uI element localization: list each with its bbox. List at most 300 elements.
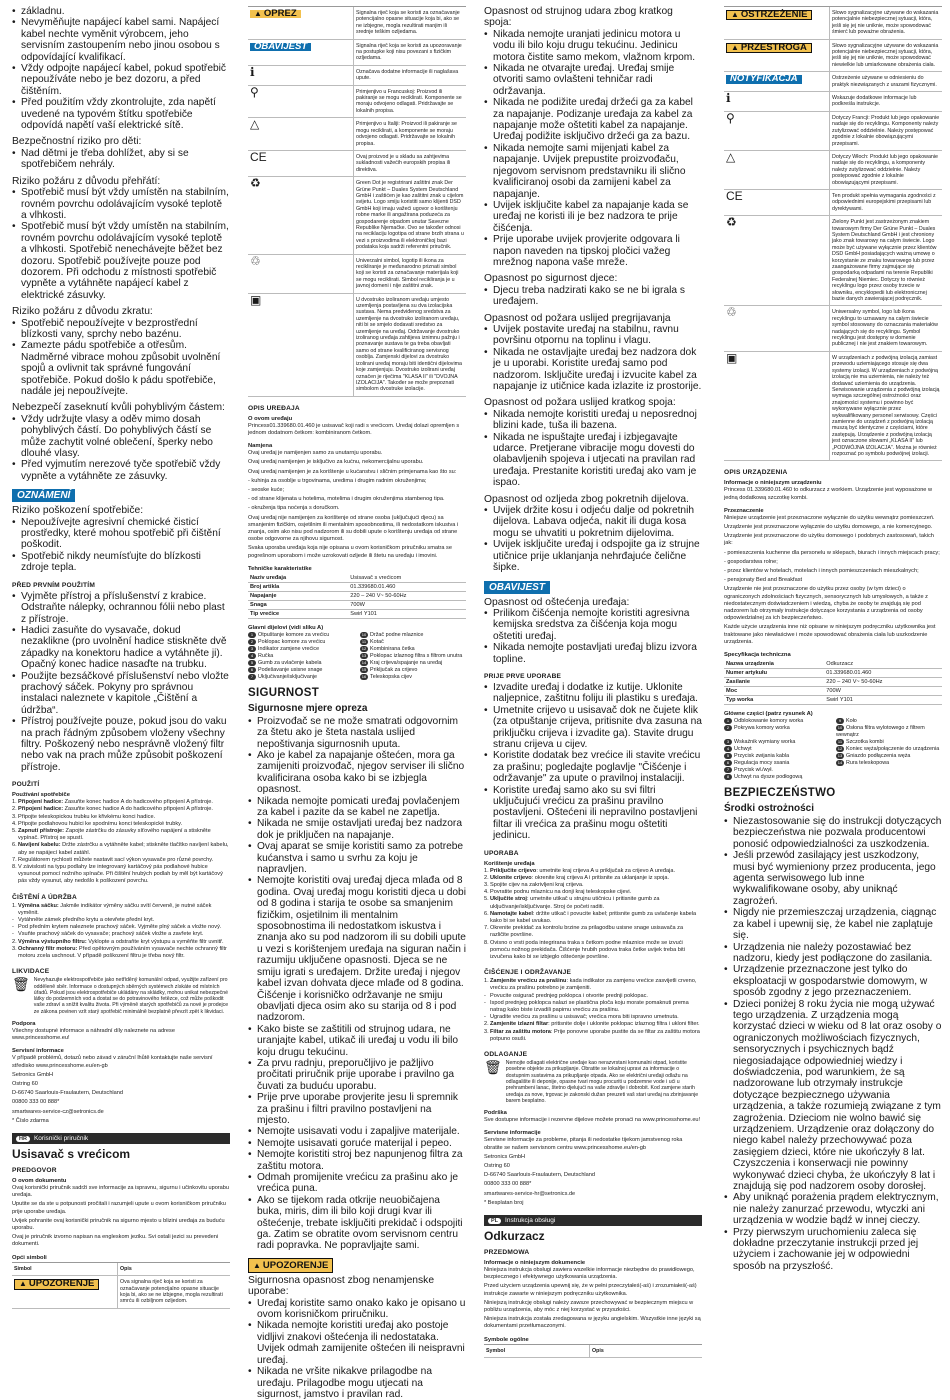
symbol-icon: CE — [250, 149, 267, 164]
part-item — [836, 746, 942, 753]
table-header: Simbol — [12, 1263, 118, 1276]
hr-parts-list — [248, 632, 466, 681]
step-item — [12, 939, 230, 946]
list-item: • Djecu treba nadzirati kako se ne bi igrala s uređajem. — [484, 285, 702, 308]
hr-pred-text — [12, 1185, 230, 1249]
hr-disposal-text: Nemojte odlagati električne uređaje kao nerazvrstani komunalni otpad, koristite posebne objekte za prikupljanje. Obratite se lokalnoj upravi za informacije o dostupnim sustavima za prikupljanje otpada. Ako se električni uređaji odlažu na odlagalište ili deponije, opasne tvari mogu procuriti u podzemne vode i ući u prehrambeni lanac, štetno djelujući na vaše zdravlje i dobrobit. Kod zamjene starih uređaja za nove, trgovac je zakonski dužan preuzeti vaš stari uređaj na zbrinjavanje barem besplatno. — [505, 1060, 699, 1104]
step-text: : Prije ponovne uporabe pustite da se filtar za zaštitu motora potpuno osuši. — [490, 1028, 700, 1042]
table-cell: Signalna riječ koja se koristi za upozoravanje na postupke koji nisu povezani s fizičkim ozljedama. — [354, 40, 466, 66]
part-item — [724, 753, 830, 760]
pl-purpose-title: Przeznaczenie — [724, 507, 764, 514]
column-croatian-polish — [484, 6, 702, 1358]
list-item: • Nikada nemojte uranjati jedinicu motora u vodu ili bilo koju drugu tekućinu. Jedinicu motora čistite samo mekom, vlažnom krpom. — [484, 29, 702, 63]
list-item: • Nikada ne podižite uređaj držeći ga za kabel za napajanje. Podizanje uređaja za kabel za napajanje može oštetiti kabel za napajanje. Uređaj podižite isključivo držeći ga za bazu. — [484, 97, 702, 143]
step-label: Ochranný filtr motoru: — [18, 945, 78, 952]
hr-fire1-title: Opasnost od požara uslijed pregrijavanja — [484, 312, 671, 324]
part-item — [836, 725, 942, 739]
step-number: 8. — [12, 864, 17, 871]
part-item — [360, 646, 466, 653]
tag-label: NOTYFIKACJA — [730, 73, 798, 85]
part-label: Gniazdo podłączenia węża — [846, 753, 911, 760]
step-item — [484, 925, 702, 939]
spec-value: Odkurzacz — [824, 660, 942, 669]
part-item — [836, 760, 942, 767]
part-label: Uchwyt — [734, 746, 752, 753]
part-item — [248, 660, 354, 667]
step-number: 2. — [484, 874, 489, 881]
table-header: Symbol — [484, 1345, 590, 1358]
part-item — [836, 718, 942, 725]
part-label: Poklopac izlaznog filtra s filtrom unutra — [370, 652, 463, 659]
paragraph: Niniejsza instrukcja obsługi zawiera wszelkie informacje niezbędne do prawidłowego, bezpiecznego i efektywnego użytkowania urządzenia. — [484, 1267, 695, 1281]
step-item — [484, 940, 702, 962]
part-label: Uchwyt na dysze podłogową — [734, 774, 803, 781]
crossed-bin-icon: 🗑 — [484, 1059, 502, 1076]
spec-key: Naziv uređaja — [248, 574, 348, 583]
part-label: Koło — [846, 718, 857, 725]
table-cell: Ovaj proizvod je u skladu sa zahtjevima sukladnosti važećih europskih propisa ili direktiva. — [354, 151, 466, 177]
hr-use-subtitle: Korištenje uređaja — [484, 860, 535, 867]
hr-spec-title: Tehničke karakteristike — [248, 565, 312, 572]
notice-tag — [726, 75, 802, 83]
step-number: 1. — [12, 799, 17, 806]
part-number: 15 — [361, 666, 367, 672]
hr-clean-title: ČIŠĆENJE I ODRŽAVANJE — [484, 969, 572, 977]
step-item — [484, 875, 702, 882]
step-text: Ugradite vrećicu za prašinu u usisavač; vrećica mora biti ispravno umetnuta. — [490, 1014, 679, 1021]
symbol-icon: △ — [726, 149, 736, 164]
guide-label: Instrukcja obsługi — [505, 1217, 556, 1224]
spec-key: Napajanje — [248, 591, 348, 600]
part-item — [360, 639, 466, 646]
pl-symbol-table-cont — [724, 6, 942, 461]
hr-service-lines — [484, 1137, 702, 1207]
list-item: • Jeśli przewód zasilający jest uszkodzony, musi być wymieniony przez producenta, jego agenta serwisowego lub inne wykwalifikowane osoby, aby uniknąć zagrożeń. — [724, 850, 942, 907]
list-item: • Nigdy nie przemieszczaj urządzenia, ciągnąc za kabel i upewnij się, że kabel nie zaplątuje się. — [724, 907, 942, 941]
cz-disposal-text: Nevyhazujte elektrospotřebiče jako netříděný komunální odpad, využijte zařízení pro odděleně sběr. Informace o dostupných sběrných systémech získáte od místních úřadů. Pokud jsou elektrospotřebiče ukládány na skládky, mohou unikat nebezpečné látky do podzemních vod a dostat se do potravinového řetězce, což může poškodit vaše zdraví a snížit kvalitu života. Při výměně starých spotřebičů za nové je prodejce ze zákona povinen vzít starý spotřebič minimálně bezplatně převzít zpět k likvidaci. — [33, 977, 229, 1015]
pl-desc-title: OPIS URZĄDZENIA — [724, 469, 788, 477]
guide-label: Korisnički priručnik — [33, 1135, 89, 1143]
step-item — [484, 1029, 702, 1043]
step-number: 5. — [12, 828, 17, 834]
step-item — [484, 896, 702, 910]
spec-value: 220 – 240 V~ 50-60Hz — [348, 591, 466, 600]
text-line: - od strane klijenata u hotelima, motelima i drugim okruženjima stambenog tipa. — [248, 496, 445, 503]
step-item — [12, 917, 230, 924]
hr-parts-title: Glavni dijelovi (vidi sliku A) — [248, 624, 324, 631]
step-item — [12, 828, 230, 842]
part-number: 9 — [836, 718, 844, 724]
tag-label: OSTRZEŻENIE — [740, 9, 808, 20]
list-item: • Vyjměte přístroj a příslušenství z krabice. Odstraňte nálepky, ochrannou fólii nebo plast z přístroje. — [12, 591, 230, 625]
part-item — [836, 767, 942, 774]
part-item — [724, 760, 830, 767]
step-label: Zamjenite vrećicu za prašinu — [490, 978, 567, 985]
text-line: Ovaj uređaj je namijenjen samo za unutarnju uporabu. — [248, 450, 383, 457]
list-item: • Hadici zasuňte do vysavače, dokud nezaklikne (pro uvolnění hadice stiskněte dvě západky na konektoru hadice a vytáhněte ji). Opačný konec hadice nasaďte na trubku. — [12, 625, 230, 671]
column-polish — [724, 6, 942, 1272]
step-text: Povratite podnu mlaznicu na donji kraj teleskopske cijevi. — [490, 889, 632, 896]
step-number: 3. — [12, 945, 17, 952]
paragraph: Uputite se da ste u potpunosti pročitali i razumjeli upute u ovom korisničkom priručniku prije uporabe uređaja. — [12, 1201, 226, 1215]
paragraph: Niniejsza instrukcja została zredagowana w języku angielskim. Wszystkie inne języki są dokumentami przetłumaczonymi. — [484, 1316, 701, 1330]
step-number: 3. — [484, 1028, 489, 1035]
table-row — [724, 678, 942, 687]
hr-support-text: Sve dostupne informacije i rezervne dijelove možete pronaći na www.princesshome.eu! — [484, 1117, 701, 1124]
cz-use-steps — [12, 799, 230, 885]
text-line: Servisne informacije za probleme, pitanja ili nedostatke tijekom jamstvenog roka obratite se našem servisnom centru www.princesshome.eu/en-gb — [484, 1137, 683, 1151]
part-number: 10 — [361, 631, 367, 637]
text-line: smartwares-service-cz@setronics.de — [12, 1108, 104, 1115]
step-item — [12, 799, 230, 806]
table-cell — [248, 66, 354, 86]
step-item — [484, 889, 702, 896]
table-cell — [724, 112, 830, 151]
step-item — [484, 1000, 702, 1014]
step-text: Vyklopte a odstraňte kryt výstupu a vyměňte filtr uvnitř. — [86, 938, 224, 945]
table-row — [724, 660, 942, 669]
tag-label: OPREZ — [263, 8, 297, 19]
cz-fire1-title: Riziko požáru z důvodu přehřátí: — [12, 175, 161, 187]
part-number: 12 — [837, 746, 843, 752]
table-cell — [248, 177, 354, 254]
table-cell: Ostrzeżenie używane w odniesieniu do praktyk niezwiązanych z urazami fizycznymi. — [830, 72, 942, 92]
text-line: 00800 333 00 888* — [484, 1181, 532, 1188]
list-item: • Nemojte koristiti ovaj uređaj djeca mlađa od 8 godina. Ovaj uređaj mogu koristiti djeca u dobi od 8 godina i starija te osobe sa smanjenim fizičkim, osjetilnim ili mentalnim sposobnostima ili nedostatkom iskustva i znanja ako su pod nadzorom ili su dobili upute u vezi s korištenjem uređaja na siguran način i razumiju uključene opasnosti. Djeca se ne smiju igrati s uređajem. Držite uređaj i njegov kabel izvan dohvata djece mlađe od 8 godina. Čišćenje i korisničko održavanje ne smiju obavljati djeca osim ako su starija od 8 i pod nadzorom. — [248, 875, 466, 1023]
step-label: Priključite crijevo — [490, 867, 537, 874]
list-item: • základnu. — [12, 6, 230, 17]
list-item: • Nikada ne ispuštajte uređaj i izbjegavajte udarce. Pretjerane vibracije mogu dovesti do olabavljenih spojeva i utjecati na pravilan rad uređaja. Prestanite koristiti uređaj ako vam je ispao. — [484, 432, 702, 489]
step-number: 2. — [484, 1021, 489, 1028]
step-item — [12, 857, 230, 864]
table-cell: Univerzalni simbol, logotip ili ikona za recikliranje je međunarodno priznati simbol koji se koristi za označavanje materijala koji se mogu reciklirati. Simbol recikliranja je u javnoj domeni i nije zaštitni znak. — [354, 255, 466, 294]
part-label: Kotač — [370, 638, 384, 645]
table-cell: Uniwersalny symbol, logo lub ikona recyklingu to uznawany na całym świecie symbol stosowany do oznaczania materiałów nadających się do recyklingu. Symbol recyklingu jest dostępny w domenie publicznej i nie jest znakiem towarowym. — [830, 306, 942, 351]
tag-label: UPOZORENJE — [262, 1259, 329, 1271]
step-label: Výměna výstupního filtru: — [18, 938, 87, 945]
table-cell: Wskazuje dodatkowe informacje lub podkreśla instrukcje. — [830, 92, 942, 112]
step-text: Pod předním krytem naleznete prachový sáček. Vyjměte plný sáček a vložte nový. — [18, 924, 222, 931]
step-number: 3. — [484, 882, 489, 889]
list-item: • Nikada nemojte pomicati uređaj povlačenjem za kabel i pazite da se kabel ne zapetlja. — [248, 796, 466, 819]
pl-guide-banner — [484, 1215, 702, 1226]
text-line: Setronics GmbH — [484, 1153, 526, 1160]
warning-tag — [14, 1279, 99, 1289]
step-number: 1. — [12, 902, 17, 909]
step-item — [12, 821, 230, 828]
pl-parts-title: Główne części (patrz rysunek A) — [724, 711, 813, 718]
table-cell: Ten produkt spełnia wymagania zgodności z odpowiednimi europejskimi przepisami lub dyrektywami. — [830, 190, 942, 216]
step-label: Připojení hadice: — [18, 806, 64, 813]
part-number: 11 — [361, 638, 367, 644]
symbol-icon: ℹ — [250, 64, 255, 79]
cz-service-lines — [12, 1055, 230, 1125]
part-number: 7 — [724, 767, 732, 773]
hr-safety-heading: Sigurnosne mjere opreza — [248, 702, 368, 714]
step-number: 5. — [484, 896, 489, 903]
table-cell: U dvostruko izoliranom uređaju umjesto uzemljenja postavljena su dva izolacijska sustava. Nema predviđenog sredstva za uzemljenje na dvostruko izoliranom uređaju, niti bi se smjelo dodavati sredstvo za uzemljenje na uređaj. Održavanje dvostruko izoliranog uređaja zahtijeva iznimnu pažnju i poznavanje sustava te ga treba obavljati samo od strane kvalificiranog servisnog osoblja. Zamjenski dijelovi za dvostruko izolirani uređaj moraju biti identični dijelovima koje zamjenjuju. Dvostruko izolirani uređaj označen je riječima "KLASA II" ili "DVOJNA IZOLACIJA". Također se može prepoznati simbolom dvostruke izolacije. — [354, 294, 466, 397]
notice-badge: OBAVIJEST — [484, 581, 550, 594]
warning-triangle-icon: ▲ — [253, 1260, 261, 1270]
step-item — [12, 864, 230, 886]
warning-triangle-icon: ▲ — [731, 42, 739, 52]
paragraph: Ovaj korisnički priručnik sadrži sve informacije za ispravnu, sigurnu i učinkovitu uporabu uređaja. — [12, 1185, 230, 1199]
list-item: • Před použitím vždy zkontrolujte, zda napětí uvedené na typovém štítku spotřebiče odpovídá napětí vaší elektrické sítě. — [12, 97, 230, 131]
symbol-icon: ♲ — [726, 305, 737, 320]
list-item: • Nikada ne ostavljajte uređaj bez nadzora dok je u uporabi. Koristite uređaj samo pod nadzorom. Isključite uređaj i izvucite kabel za napajanje iz utičnice kada izlazite iz prostorije. — [484, 347, 702, 393]
table-row — [248, 582, 466, 591]
table-row — [724, 687, 942, 696]
part-item — [248, 632, 354, 639]
step-number: - — [12, 924, 14, 931]
hr-shock-title: Opasnost od strujnog udara zbog kratkog spoja: — [484, 6, 673, 29]
part-number: 1 — [724, 718, 732, 724]
text-line: - okruženja tipa noćenja s doručkom. — [248, 505, 340, 512]
step-text: Zapojte zástrčku do zásuvky síťového napájení a stiskněte vypínač. Přístroj se spustí. — [18, 828, 211, 842]
spec-key: Broj artikla — [248, 582, 348, 591]
part-label: Podešavanje usisne snage — [258, 666, 323, 673]
step-number: 2. — [12, 806, 17, 813]
step-label: Uklonite crijevo — [490, 874, 532, 881]
hr-guide-banner — [12, 1133, 230, 1144]
step-number: 2. — [12, 938, 17, 945]
table-cell: Označava dodatne informacije ili naglašava upute. — [354, 66, 466, 86]
hr-disposal-title: ODLAGANJE — [484, 1051, 528, 1059]
table-cell: Ova signalna riječ koja se koristi za označavanje potencijalno opasne situacije koja bi, ako se ne izbjegne, mogla rezultirati smrću ili ozbiljnom ozljedom. — [118, 1276, 230, 1309]
hr-damage-title: Opasnost od oštećenja uređaja: — [484, 596, 630, 608]
table-cell: Dotyczy Francji: Produkt lub jego opakowanie nadaje się do recyklingu. Komponenty należy zutylizować oddzielnie. Należy postępować zgodnie z lokalnie obowiązującymi przepisami. — [830, 112, 942, 151]
part-number: 14 — [361, 659, 367, 665]
pl-desc-text: Princess 01.339680.01.460 to odkurzacz z workiem. Urządzenie jest wyposażone w jedną dodatkową szczotkę kombi. — [724, 487, 933, 501]
spec-key: Tip vrećice — [248, 609, 348, 618]
step-text: Držte zástrčku a vytáhněte kabel; stiskněte tlačítko navíjení kabelu, aby se napájecí kabel zatáhl. — [18, 842, 229, 856]
symbol-icon: ▣ — [250, 292, 262, 307]
tag-label: UPOZORENJE — [28, 1278, 95, 1290]
part-label: Poklopac komore za vrećicu — [258, 638, 326, 645]
part-label: Odblokowanie komory worka — [734, 718, 804, 725]
step-item — [12, 946, 230, 960]
pl-pred-title: PRZEDMOWA — [484, 1249, 530, 1256]
warning-tag — [726, 43, 812, 53]
tag-label: PRZESTROGA — [740, 41, 807, 53]
hr-safety-title: SIGURNOST — [248, 686, 320, 699]
text-line: - gospodarstwa rolne; — [724, 558, 778, 565]
part-item — [360, 667, 466, 674]
text-line: Ostring 60 — [12, 1081, 38, 1088]
spec-value: 01.339680.01.460 — [348, 582, 466, 591]
spec-value: 01.339680.01.460 — [824, 669, 942, 678]
part-item — [248, 646, 354, 653]
step-text: : držite utikač i povucite kabel; pritisnite gumb za uvlačenje kabela kako bi se kabel uvukao. — [490, 910, 697, 925]
part-item — [248, 639, 354, 646]
table-row — [248, 609, 466, 618]
step-item — [12, 924, 230, 931]
list-item: • Spotřebič musí být vždy umístěn na stabilním, rovném povrchu odolávajícím vysoké teplotě a vlhkosti. — [12, 187, 230, 221]
part-item — [360, 653, 466, 660]
list-item: • Niezastosowanie się do instrukcji dotyczących bezpieczeństwa nie pozwala producentowi ponosić odpowiedzialności za uszkodzenia. — [724, 816, 942, 850]
table-cell: Dotyczy Włoch: Produkt lub jego opakowanie nadaje się do recyklingu, a komponenty należy zutylizować oddzielnie. Należy postępować zgodnie z lokalnie obowiązującymi przepisami. — [830, 151, 942, 190]
list-item: • Kako biste se zaštitili od strujnog udara, ne uranjajte kabel, utikač ili uređaj u vodu ili bilo koju drugu tekućinu. — [248, 1024, 466, 1058]
pl-pred-text — [484, 1267, 702, 1331]
text-line: Svaka uporaba uređaja koja nije opisana u ovom korisničkom priručniku smatra se pogrešnom uporabom i može uzrokovati ozljede ili štetu na uređaju i imovini. — [248, 545, 452, 559]
text-line: - przez klientów w hotelach, motelach i innych pomieszczeniach mieszkalnych; — [724, 568, 919, 574]
part-label: Osłona filtra wylotowego z filtrem wewnątrz — [836, 725, 925, 739]
table-cell: Primjenjivo u Italiji: Proizvod ili pakiranje se mogu reciklirati, a komponente se moraju odvojeno odlagati. Pridržavajte se lokalnih propisa. — [354, 118, 466, 151]
step-text: : pritisnite dolje i uklonite poklopac izlaznog filtra i ukloni filter. — [548, 1021, 700, 1028]
text-line: D-66740 Saarlouis-Fraulautern, Deutschland — [12, 1090, 124, 1097]
part-number: 3 — [248, 646, 256, 652]
list-item: • Uvijek isključite kabel za napajanje kada se uređaj ne koristi ili je bez nadzora te prije čišćenja. — [484, 200, 702, 234]
step-text: Vsuňte prachový sáček do vysavače; prachový sáček vložte a zavřete kryt. — [18, 931, 204, 938]
list-item: • Ako je kabel za napajanje oštećen, mora ga zamijeniti proizvođač, njegov serviser ili slično kvalificirana osoba kako bi se izbjegla opasnost. — [248, 750, 466, 796]
part-label: Otpuštanje komore za vrećicu — [258, 631, 330, 638]
step-label: Připojení hadice: — [18, 799, 64, 806]
language-badge: HR — [16, 1136, 30, 1142]
cz-disposal — [12, 977, 230, 1015]
text-line: Ostring 60 — [484, 1162, 510, 1169]
hr-fire2-title: Opasnost od požara uslijed kratkog spoja: — [484, 397, 676, 409]
hr-doc-title: Usisavač s vrećicom — [12, 1147, 131, 1162]
step-label: Filtar za zaštitu motora — [490, 1028, 551, 1035]
cz-use-title: POUŽITÍ — [12, 781, 40, 789]
symbol-icon: △ — [250, 117, 260, 132]
text-line: Urządzenie nie jest przeznaczone do użytku przez osoby (w tym dzieci) o ograniczonych zdolnościach fizycznych, sensorycznych lub umysłowych, a także z niedostatecznym doświadczeniem i wiedzą, chyba że osoby te znajdują się pod nadzorem lub otrzymały instrukcje dotyczące korzystania z urządzenia od osoby odpowiedzialnej za ich bezpieczeństwo. — [724, 586, 928, 622]
step-number: 6. — [12, 842, 17, 849]
part-label: Regulacja mocy ssania — [734, 760, 790, 767]
spec-key: Snaga — [248, 600, 348, 609]
step-number: 7. — [12, 856, 17, 863]
step-number: - — [484, 1014, 486, 1021]
step-text: Vytáhněte zámek předního krytu a otevřete přední kryt. — [18, 917, 155, 924]
table-cell: Signalna riječ koja se koristi za označavanje potencijalno opasne situacije koja bi, ako se ne izbjegne, mogla rezultirati manjim ili srednje teškim ozljedama. — [354, 7, 466, 40]
list-item: • Koristite dodatak bez vrećice ili stavite vrećicu za prašinu; pogledajte poglavlje "Čišćenje i održavanje" za upute o pravilnoj instalaciji. — [484, 750, 702, 784]
part-label: Pokrywa komory worka — [734, 725, 790, 732]
hr-service-title: Servisne informacije — [484, 1130, 541, 1137]
hr-warn2-list — [248, 1298, 466, 1400]
tag-label: OBAVIJEST — [254, 40, 308, 52]
step-number: 3. — [12, 813, 17, 820]
hr-pred-title: PREDGOVOR — [12, 1167, 57, 1175]
table-cell — [724, 190, 830, 216]
part-item — [248, 667, 354, 674]
table-cell — [248, 40, 354, 66]
spec-key: Zasilanie — [724, 678, 824, 687]
step-label: Zamjenite izlazni filtar — [490, 1021, 549, 1028]
part-label: Priključak za crijevo — [370, 666, 418, 673]
spec-value: 700W — [348, 600, 466, 609]
table-cell — [724, 7, 830, 40]
pl-spec-table — [724, 660, 942, 705]
table-row — [248, 600, 466, 609]
hr-purpose-text — [248, 450, 466, 560]
spec-key: Moc — [724, 687, 824, 696]
list-item: • Vždy odpojte napájecí kabel, pokud spotřebič nepoužíváte nebo je bez dozoru, a před čištěním. — [12, 63, 230, 97]
hr-symbol-table-cont — [248, 6, 466, 397]
part-item — [360, 660, 466, 667]
list-item: • Spotřebič musí být vždy umístěn na stabilním, rovném povrchu odolávajícím vysoké teplotě a vlhkosti. Spotřebič nenechávejte běžet bez dozoru. Spotřebič používejte pouze pod dozorem. Při odchodu z místnosti spotřebič vypněte a vytáhněte napájecí kabel z elektrické zásuvky. — [12, 221, 230, 301]
step-text: Regulátorem rychlosti můžete nastavit sací výkon vysavače pro různé povrchy. — [18, 856, 214, 863]
table-cell — [12, 1276, 118, 1309]
column-croatian — [248, 6, 466, 1400]
pl-safety-heading: Środki ostrożności — [724, 803, 815, 815]
hr-disposal — [484, 1060, 702, 1104]
paragraph: Przed użyciem urządzenia upewnij się, że w pełni przeczytałeś(-aś) i zrozumiałeś(-aś) instrukcje zawarte w niniejszym podręczniku użytkownika. — [484, 1283, 697, 1297]
step-item — [484, 993, 702, 1000]
list-item: • Ako se tijekom rada otkrije neuobičajena buka, miris, dim ili bilo koji drugi kvar ili oštećenje, trebate isključiti prekidač i odspojiti ga. Zatim se obratite ovom servisnom centru radi popravka. Ne popravljajte sami. — [248, 1195, 466, 1252]
spec-value: Usisavač s vrećicom — [348, 574, 466, 583]
step-text: Spojite cijev na zakrivljeni kraj crijeva. — [490, 882, 584, 889]
list-item: • Nikada nemojte koristiti uređaj ako postoje vidljivi znakovi oštećenja ili nedostataka. Uvijek odmah zamijenite oštećen ili neispravni uređaj. — [248, 1320, 466, 1366]
part-number: 12 — [361, 645, 367, 651]
cz-service-title: Servisní informace — [12, 1048, 64, 1055]
symbol-icon: ⚲ — [726, 110, 735, 125]
part-label: Teleskopska cijev — [370, 673, 412, 680]
list-item: • Nevyměňujte napájecí kabel sami. Napájecí kabel nechte vyměnit výrobcem, jeho servisním zastoupením nebo jinou osobou s odpovídající kvalifikací. — [12, 17, 230, 63]
text-line: Ovaj uređaj namijenjen je isključivo za kućnu, nekomercijalnu uporabu. — [248, 459, 424, 466]
hr-support-title: Podrška — [484, 1110, 507, 1117]
symbol-icon: ♻ — [726, 215, 737, 230]
spec-key: Typ worka — [724, 696, 824, 705]
pl-purpose-text — [724, 515, 942, 646]
list-item: • Nad dětmi je třeba dohlížet, aby si se spotřebičem nehrály. — [12, 148, 230, 171]
step-item — [12, 806, 230, 813]
cz-support-title: Podpora — [12, 1021, 36, 1028]
hr-spec-table — [248, 574, 466, 619]
list-item: • Uređaj koristite samo onako kako je opisano u ovom korisničkom priručniku. — [248, 1298, 466, 1321]
table-row — [248, 591, 466, 600]
hr-symbol-table — [12, 1262, 230, 1309]
text-line: - pensjonaty Bed and Breakfast — [724, 577, 803, 584]
hr-pred-subtitle: O ovom dokumentu — [12, 1178, 67, 1185]
step-label: Uključite stroj — [490, 896, 527, 903]
part-number: 6 — [248, 667, 256, 673]
part-label: Przycisk wł./wył. — [734, 767, 773, 774]
cz-disposal-title: LIKVIDACE — [12, 968, 50, 976]
step-item — [12, 814, 230, 821]
step-text: Zasuňte konec hadice A do hadicového připojení A přístroje. — [63, 806, 213, 813]
step-text: Okrenite prekidač za kontrolu brzine za prilagodbu usisne snage usisavača za različite površine. — [490, 925, 684, 939]
part-item — [360, 674, 466, 681]
notice-tag — [250, 40, 311, 52]
list-item: • Nikada nemojte koristiti uređaj u neposrednoj blizini kade, tuša ili bazena. — [484, 409, 702, 432]
list-item: • Proizvođač se ne može smatrati odgovornim za štetu ako je šteta nastala uslijed nepoštivanja sigurnosnih uputa. — [248, 716, 466, 750]
part-number: 13 — [361, 652, 367, 658]
text-line: - seoske kuće; — [248, 486, 285, 493]
symbol-icon: CE — [726, 188, 743, 203]
hr-desc-subtitle: O ovom uređaju — [248, 415, 293, 422]
list-item: • Nikada nemojte postavljati uređaj blizu izvora topline. — [484, 642, 702, 665]
step-number: 7. — [484, 925, 489, 932]
pl-symbol-table — [484, 1344, 702, 1358]
warning-triangle-icon: ▲ — [731, 10, 739, 19]
part-item — [360, 632, 466, 639]
hr-kids-title: Opasnost po sigurnost djece: — [484, 273, 618, 285]
cz-before-title: PŘED PRVNÍM POUŽITÍM — [12, 581, 96, 589]
part-number: 6 — [724, 760, 732, 766]
list-item: • Przy pierwszym uruchomieniu zaleca się dokładne przeczytanie instrukcji przed jej użyciem i zachowanie jej w odpowiedni sposób na przyszłość. — [724, 1227, 942, 1273]
pl-parts-list — [724, 718, 942, 781]
part-label: Szczotka kombi — [846, 739, 884, 746]
list-item: • Aby uniknąć porażenia prądem elektrycznym, nie należy zanurzać przewodu, wtyczki ani urządzenia w wodzie bądź w innej cieczy. — [724, 1192, 942, 1226]
part-item — [248, 674, 354, 681]
cz-clean-title: ČIŠTĚNÍ A ÚDRŽBA — [12, 893, 77, 901]
step-text: Povucite osigurač prednjeg poklopca i otvorite prednji poklopac. — [490, 992, 648, 999]
part-item — [724, 767, 830, 774]
list-item: • Nemojte usisavati vodu i zapaljive materijale. — [248, 1126, 466, 1137]
text-line: 00800 333 00 888* — [12, 1099, 60, 1106]
list-item: • Nepoužívejte agresivní chemické čisticí prostředky, které mohou spotřebič při čištění poškodit. — [12, 517, 230, 551]
step-item — [12, 931, 230, 938]
